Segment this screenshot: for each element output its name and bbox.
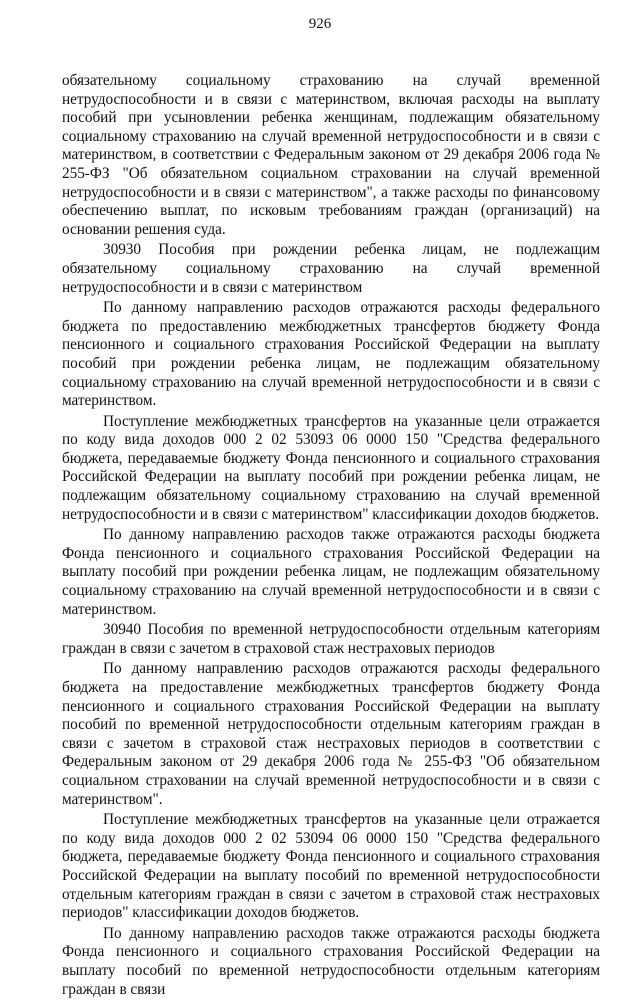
page-number: 926: [308, 16, 332, 32]
paragraph-30930-fund-expenses: По данному направлению расходов также отражаются расходы бюджета Фонда пенсионного и социального страхования Российской Федерации на выплату пособий при рождении ребенка лицам, не подлежащим обязательному социальному страхованию на случай временной нетрудоспособности и в связи с материнством.: [62, 526, 600, 618]
paragraph-section-30930-heading: 30930 Пособия при рождении ребенка лицам, не подлежащим обязательному социальному страхованию на случай временной нетрудоспособности и в связи с материнством: [62, 241, 600, 296]
paragraph-30930-expenses: По данному направлению расходов отражаются расходы федерального бюджета по предоставлению межбюджетных трансфертов бюджету Фонда пенсионного и социального страхования Российской Федерации на выплату пособий при рождении ребенка лицам, не подлежащим обязательному социальному страхованию на случай временной нетрудоспособности и в связи с материнством.: [62, 299, 600, 410]
paragraph-30940-fund-expenses: По данному направлению расходов также отражаются расходы бюджета Фонда пенсионного и социального страхования Российской Федерации на выплату пособий по временной нетрудоспособности отдельным категориям граждан в связи: [62, 924, 600, 998]
paragraph-30940-receipts: Поступление межбюджетных трансфертов на указанные цели отражается по коду вида доходов 000 2 02 53094 06 0000 150 "Средства федерального бюджета, передаваемые бюджету Фонда пенсионного и социального страхования Российской Федерации на выплату пособий по временной нетрудоспособности отдельным категориям граждан в связи с зачетом в страховой стаж нестраховых периодов" классификации доходов бюджетов.: [62, 811, 600, 922]
paragraph-30940-expenses: По данному направлению расходов отражаются расходы федерального бюджета на предоставление межбюджетных трансфертов бюджету Фонда пенсионного и социального страхования Российской Федерации на выплату пособий по временной нетрудоспособности отдельным категориям граждан в связи с зачетом в страховой стаж нестраховых периодов в соответствии с Федеральным законом от 29 декабря 2006 года № 255-ФЗ "Об обязательном социальном страховании на случай временной нетрудоспособности и в связи с материнством".: [62, 660, 600, 808]
document-body: [62, 72, 600, 1001]
paragraph-section-30940-heading: 30940 Пособия по временной нетрудоспособности отдельным категориям граждан в связи с зачетом в страховой стаж нестраховых периодов: [62, 621, 600, 657]
paragraph-continuation: обязательному социальному страхованию на случай временной нетрудоспособности и в связи с материнством, включая расходы на выплату пособий при усыновлении ребенка женщинам, подлежащим обязательному социальному страхованию на случай временной нетрудоспособности и в связи с материнством, в соответствии с Федеральным законом от 29 декабря 2006 года № 255-ФЗ "Об обязательном социальном страховании на случай временной нетрудоспособности и в связи с материнством", а также расходы по финансовому обеспечению выплат, по исковым требованиям граждан (организаций) на основании решения суда.: [62, 72, 600, 238]
paragraph-30930-receipts: Поступление межбюджетных трансфертов на указанные цели отражается по коду вида доходов 000 2 02 53093 06 0000 150 "Средства федерального бюджета, передаваемые бюджету Фонда пенсионного и социального страхования Российской Федерации на выплату пособий при рождении ребенка лицам, не подлежащим обязательному социальному страхованию на случай временной нетрудоспособности и в связи с материнством" классификации доходов бюджетов.: [62, 412, 600, 523]
